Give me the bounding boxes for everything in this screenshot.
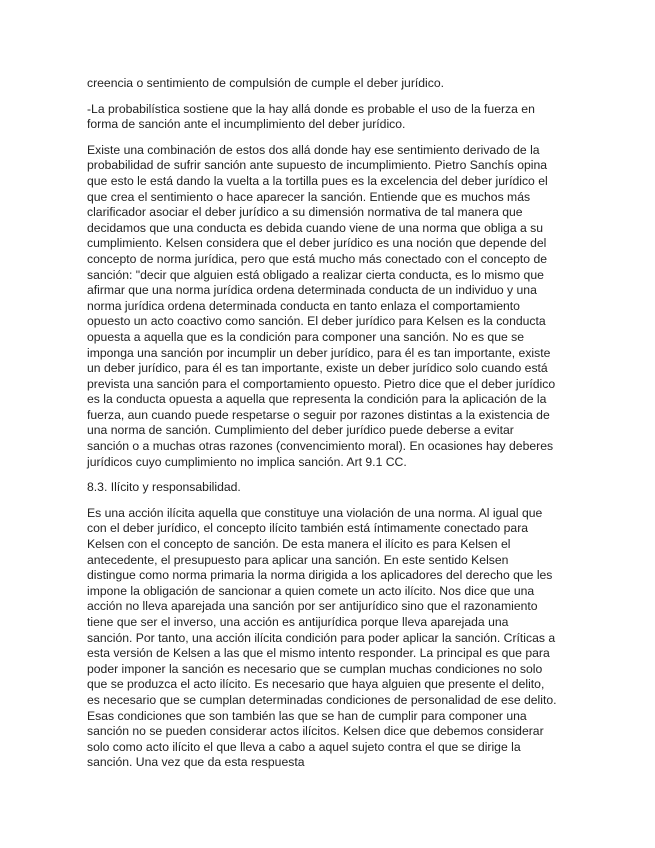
paragraph-probabilistic: -La probabilística sostiene que la hay allá donde es probable el uso de la fuerza en forma de sanción ante el incumplimiento del deber jurídico. xyxy=(87,101,535,132)
paragraph-combination: Existe una combinación de estos dos allá donde hay ese sentimiento derivado de la probabilidad de sufrir sanción ante supuesto de incumplimiento. Pietro Sanchís opina que esto le está dando la vuelta a la tortilla pues es la excelencia del deber jurídico el que crea el sentimiento o hace aparecer la sanción. Entiende que es muchos más clarificador asociar el deber jurídico a su dimensión normativa de tal manera que decidamos que una conducta es debida cuando viene de una norma que obliga a su cumplimiento. Kelsen considera que el deber jurídico es una noción que depende del concepto de norma jurídica, pero que está mucho más conectado con el concepto de sanción: "decir que alguien está obligado a realizar cierta conducta, es lo mismo que afirmar que una norma jurídica ordena determinada conducta de un individuo y una norma jurídica ordena determinada conducta en tanto enlaza el comportamiento opuesto un acto coactivo como sanción. El deber jurídico para Kelsen es la conducta opuesta a aquella que es la condición para componer una sanción. No es que se imponga una sanción por incumplir un deber jurídico, para él es tan importante, existe un deber jurídico, para él es tan importante, existe un deber jurídico solo cuando está prevista una sanción para el comportamiento opuesto. Pietro dice que el deber jurídico es la conducta opuesta a aquella que representa la condición para la aplicación de la fuerza, aun cuando puede respetarse o seguir por razones distintas a la existencia de una norma de sanción. Cumplimiento del deber jurídico puede deberse a evitar sanción o a muchas otras razones (convencimiento moral). En ocasiones hay deberes jurídicos cuyo cumplimiento no implica sanción. Art 9.1 CC. xyxy=(87,142,556,469)
paragraph-illicit: Es una acción ilícita aquella que constituye una violación de una norma. Al igual que con el deber jurídico, el concepto ilícito también está íntimamente conectado para Kelsen con el concepto de sanción. De esta manera el ilícito es para Kelsen el antecedente, el presupuesto para aplicar una sanción. En este sentido Kelsen distingue como norma primaria la norma dirigida a los aplicadores del derecho que les impone la obligación de sancionar a quien comete un acto ilícito. Nos dice que una acción no lleva aparejada una sanción por ser antijurídico sino que el razonamiento tiene que ser el inverso, una acción es antijurídica porque lleva aparejada una sanción. Por tanto, una acción ilícita condición para poder aplicar la sanción. Críticas a esta versión de Kelsen a las que el mismo intento responder. La principal es que para poder imponer la sanción es necesario que se cumplan muchas condiciones no solo que se produzca el acto ilícito. Es necesario que haya alguien que presente el delito, es necesario que se cumplan determinadas condiciones de personalidad de ese delito. Esas condiciones que son también las que se han de cumplir para componer una sanción no se pueden considerar actos ilícitos. Kelsen dice que debemos considerar solo como acto ilícito el que lleva a cabo a aquel sujeto contra el que se dirige la sanción. Una vez que da esta respuesta xyxy=(87,505,557,770)
section-heading: 8.3. Ilícito y responsabilidad. xyxy=(87,480,241,495)
paragraph-intro-line: creencia o sentimiento de compulsión de cumple el deber jurídico. xyxy=(87,76,445,90)
document-page xyxy=(87,76,557,781)
